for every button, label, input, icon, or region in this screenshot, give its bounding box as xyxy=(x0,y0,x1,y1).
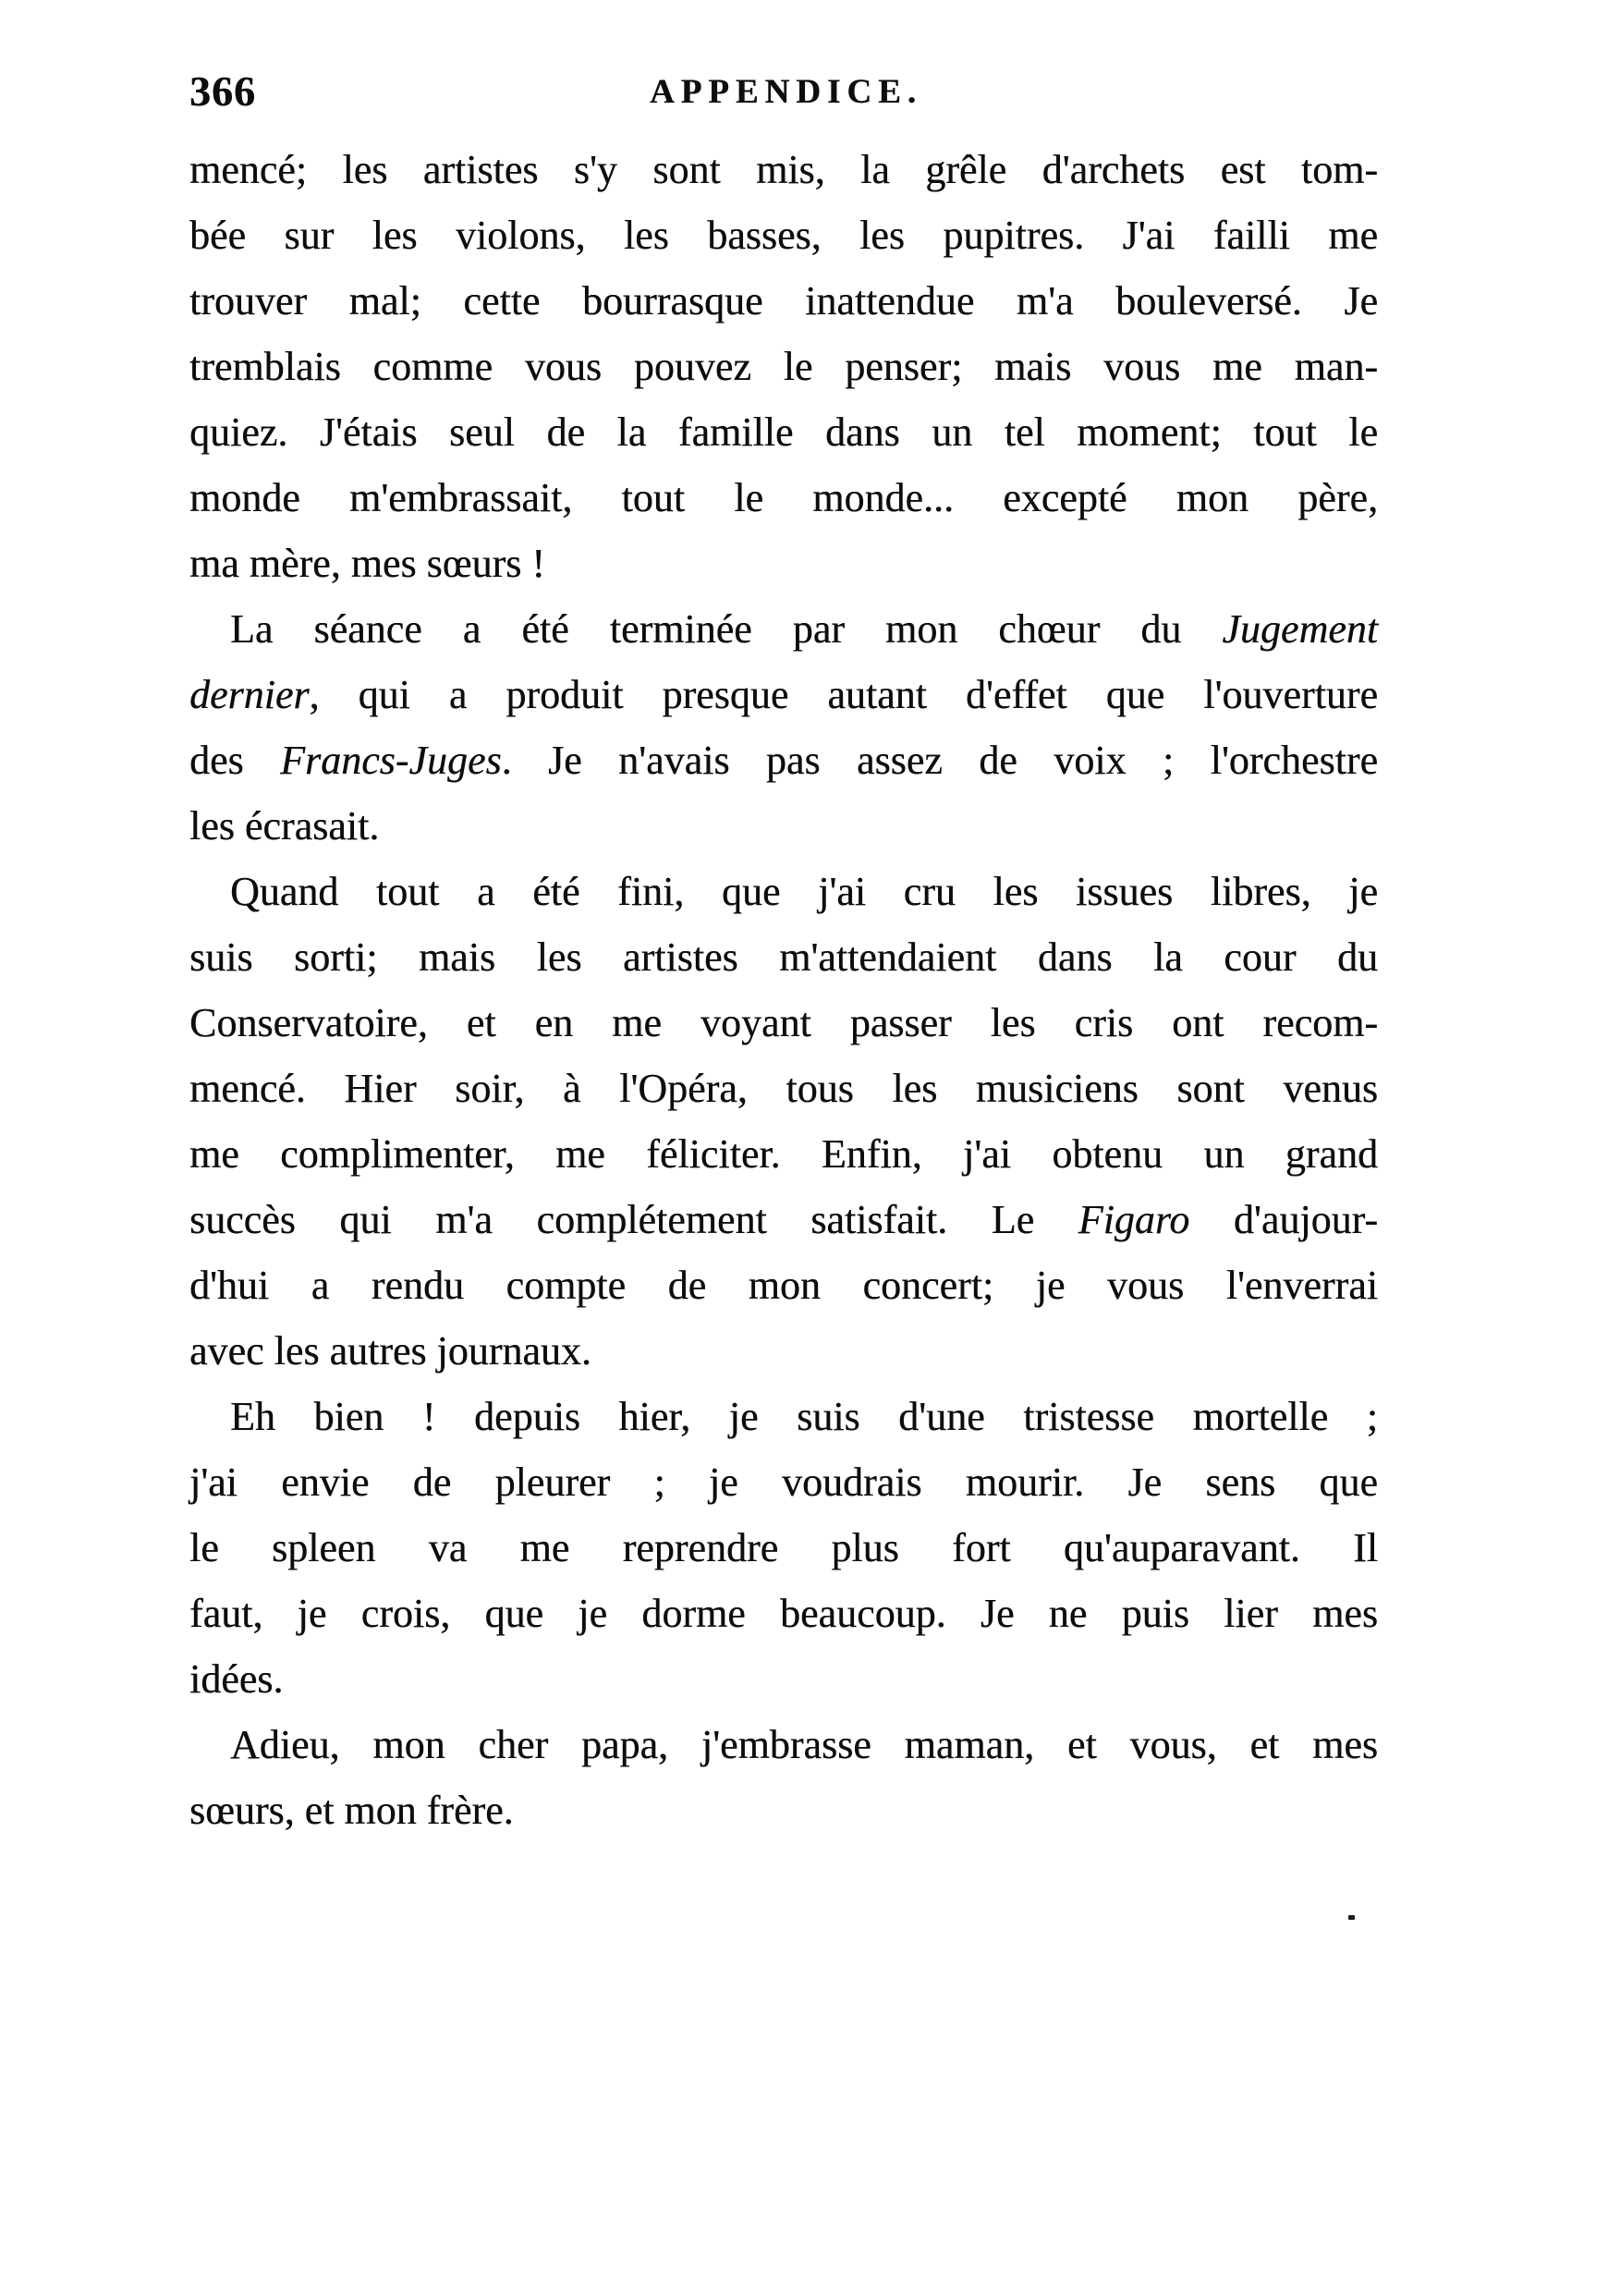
text-run: trouver mal; cette bourrasque inattendue m'a bouleversé. Je xyxy=(189,278,1378,324)
italic-text-run: Figaro xyxy=(1078,1197,1190,1242)
text-line xyxy=(189,399,1378,465)
text-line xyxy=(189,1515,1378,1581)
paragraph xyxy=(189,137,1378,596)
running-title: APPENDICE. xyxy=(649,73,923,111)
text-run: Quand tout a été fini, que j'ai cru les issues libres, je xyxy=(230,869,1378,914)
text-line xyxy=(189,662,1378,727)
text-run: bée sur les violons, les basses, les pupitres. J'ai failli me xyxy=(189,213,1378,258)
text-line xyxy=(189,1581,1378,1646)
text-run: idées. xyxy=(189,1656,284,1702)
text-run: le spleen va me reprendre plus fort qu'auparavant. Il xyxy=(189,1525,1378,1570)
text-run: me complimenter, me féliciter. Enfin, j'ai obtenu un grand xyxy=(189,1131,1378,1177)
text-run: mencé. Hier soir, à l'Opéra, tous les musiciens sont venus xyxy=(189,1066,1378,1111)
italic-text-run: dernier xyxy=(189,672,310,717)
text-line xyxy=(189,1384,1378,1449)
text-run: d'hui a rendu compte de mon concert; je vous l'enverrai xyxy=(189,1263,1378,1308)
text-block xyxy=(189,137,1378,1843)
paragraph xyxy=(189,1384,1378,1712)
italic-text-run: Jugement xyxy=(1222,606,1378,652)
text-line xyxy=(189,1056,1378,1121)
text-line xyxy=(189,268,1378,334)
text-line xyxy=(189,727,1378,793)
text-line xyxy=(189,1318,1378,1384)
text-line xyxy=(189,990,1378,1056)
text-line xyxy=(189,202,1378,268)
paragraph xyxy=(189,1712,1378,1843)
italic-text-run: Francs-Juges xyxy=(280,738,502,783)
text-run: monde m'embrassait, tout le monde... excepté mon père, xyxy=(189,475,1378,520)
text-line xyxy=(189,1646,1378,1712)
text-run: . Je n'avais pas assez de voix ; l'orchestre xyxy=(501,738,1379,783)
text-run: d'aujour- xyxy=(1189,1197,1378,1242)
text-run: j'ai envie de pleurer ; je voudrais mourir. Je sens que xyxy=(189,1459,1378,1505)
text-run: sœurs, et mon frère. xyxy=(189,1788,514,1833)
text-run: La séance a été terminée par mon chœur du xyxy=(230,606,1223,652)
paragraph xyxy=(189,596,1378,859)
text-line xyxy=(189,531,1378,596)
text-run: avec les autres journaux. xyxy=(189,1328,591,1374)
text-line xyxy=(189,1712,1378,1777)
text-line xyxy=(189,1121,1378,1187)
ink-speck xyxy=(1348,1915,1355,1920)
text-run: , qui a produit presque autant d'effet que l'ouverture xyxy=(309,672,1378,717)
text-line xyxy=(189,465,1378,531)
text-run: ma mère, mes sœurs ! xyxy=(189,541,545,586)
paragraph xyxy=(189,859,1378,1384)
text-run: les écrasait. xyxy=(189,803,380,849)
text-line xyxy=(189,1777,1378,1843)
text-run: faut, je crois, que je dorme beaucoup. Je ne puis lier mes xyxy=(189,1591,1378,1636)
text-run: mencé; les artistes s'y sont mis, la grêle d'archets est tom- xyxy=(189,147,1378,192)
page-number: 366 xyxy=(189,67,256,115)
text-line xyxy=(189,137,1378,202)
text-line xyxy=(189,793,1378,859)
text-run: quiez. J'étais seul de la famille dans un tel moment; tout le xyxy=(189,409,1378,455)
text-run: Adieu, mon cher papa, j'embrasse maman, et vous, et mes xyxy=(230,1722,1378,1767)
text-run: suis sorti; mais les artistes m'attendaient dans la cour du xyxy=(189,934,1378,980)
text-run: des xyxy=(189,738,281,783)
text-line xyxy=(189,1449,1378,1515)
text-run: tremblais comme vous pouvez le penser; mais vous me man- xyxy=(189,344,1378,389)
text-line xyxy=(189,924,1378,990)
text-line xyxy=(189,596,1378,662)
text-line xyxy=(189,1187,1378,1252)
text-run: succès qui m'a complétement satisfait. Le xyxy=(189,1197,1078,1242)
text-run: Conservatoire, et en me voyant passer les cris ont recom- xyxy=(189,1000,1378,1045)
text-line xyxy=(189,334,1378,399)
text-run: Eh bien ! depuis hier, je suis d'une tristesse mortelle ; xyxy=(230,1394,1378,1439)
text-line xyxy=(189,1252,1378,1318)
text-line xyxy=(189,859,1378,924)
